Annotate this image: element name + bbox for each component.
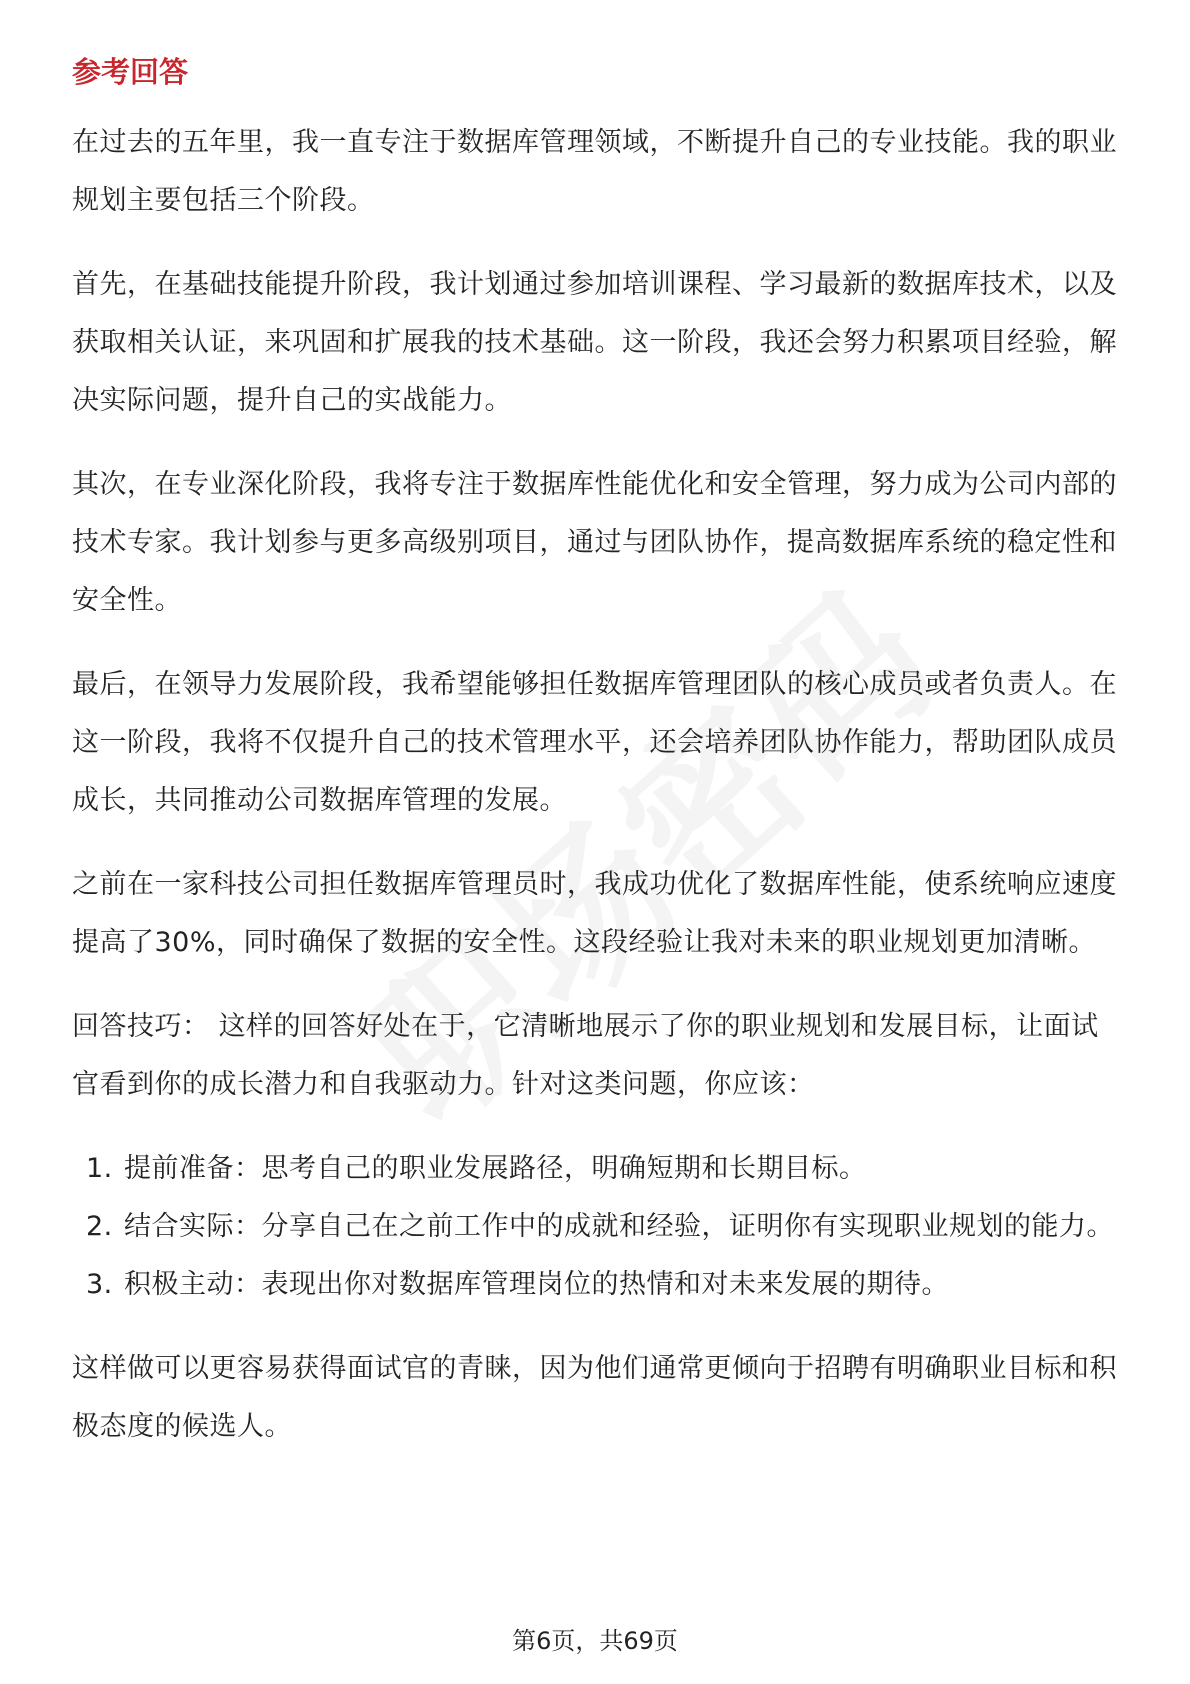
list-item bbox=[72, 1198, 1122, 1256]
list-text: 积极主动：表现出你对数据库管理岗位的热情和对未来发展的期待。 bbox=[124, 1269, 949, 1300]
paragraph-closing: 这样做可以更容易获得面试官的青睐，因为他们通常更倾向于招聘有明确职业目标和积极态度的候选人。 bbox=[72, 1353, 1117, 1442]
list-number: 1. bbox=[86, 1153, 113, 1184]
paragraph-intro: 在过去的五年里，我一直专注于数据库管理领域，不断提升自己的专业技能。我的职业规划主要包括三个阶段。 bbox=[72, 127, 1117, 216]
list-item bbox=[72, 1140, 1122, 1198]
document-page bbox=[72, 48, 1122, 1482]
list-number: 2. bbox=[86, 1211, 113, 1242]
page-number: 第6页，共69页 bbox=[512, 1627, 678, 1655]
tips-list bbox=[72, 1140, 1122, 1314]
paragraph-stage-one: 首先，在基础技能提升阶段，我计划通过参加培训课程、学习最新的数据库技术，以及获取相关认证，来巩固和扩展我的技术基础。这一阶段，我还会努力积累项目经验，解决实际问题，提升自己的实战能力。 bbox=[72, 269, 1117, 416]
list-text: 提前准备：思考自己的职业发展路径，明确短期和长期目标。 bbox=[124, 1153, 867, 1184]
paragraph-tips: 回答技巧： 这样的回答好处在于，它清晰地展示了你的职业规划和发展目标，让面试官看到你的成长潜力和自我驱动力。针对这类问题，你应该： bbox=[72, 1011, 1099, 1100]
paragraph-stage-three: 最后，在领导力发展阶段，我希望能够担任数据库管理团队的核心成员或者负责人。在这一阶段，我将不仅提升自己的技术管理水平，还会培养团队协作能力，帮助团队成员成长，共同推动公司数据库管理的发展。 bbox=[72, 669, 1117, 816]
list-item bbox=[72, 1256, 1122, 1314]
list-number: 3. bbox=[86, 1269, 113, 1300]
section-heading: 参考回答 bbox=[72, 55, 189, 89]
list-text: 结合实际：分享自己在之前工作中的成就和经验，证明你有实现职业规划的能力。 bbox=[124, 1211, 1114, 1242]
paragraph-stage-two: 其次，在专业深化阶段，我将专注于数据库性能优化和安全管理，努力成为公司内部的技术专家。我计划参与更多高级别项目，通过与团队协作，提高数据库系统的稳定性和安全性。 bbox=[72, 469, 1117, 616]
paragraph-experience: 之前在一家科技公司担任数据库管理员时，我成功优化了数据库性能，使系统响应速度提高了30%，同时确保了数据的安全性。这段经验让我对未来的职业规划更加清晰。 bbox=[72, 869, 1117, 958]
